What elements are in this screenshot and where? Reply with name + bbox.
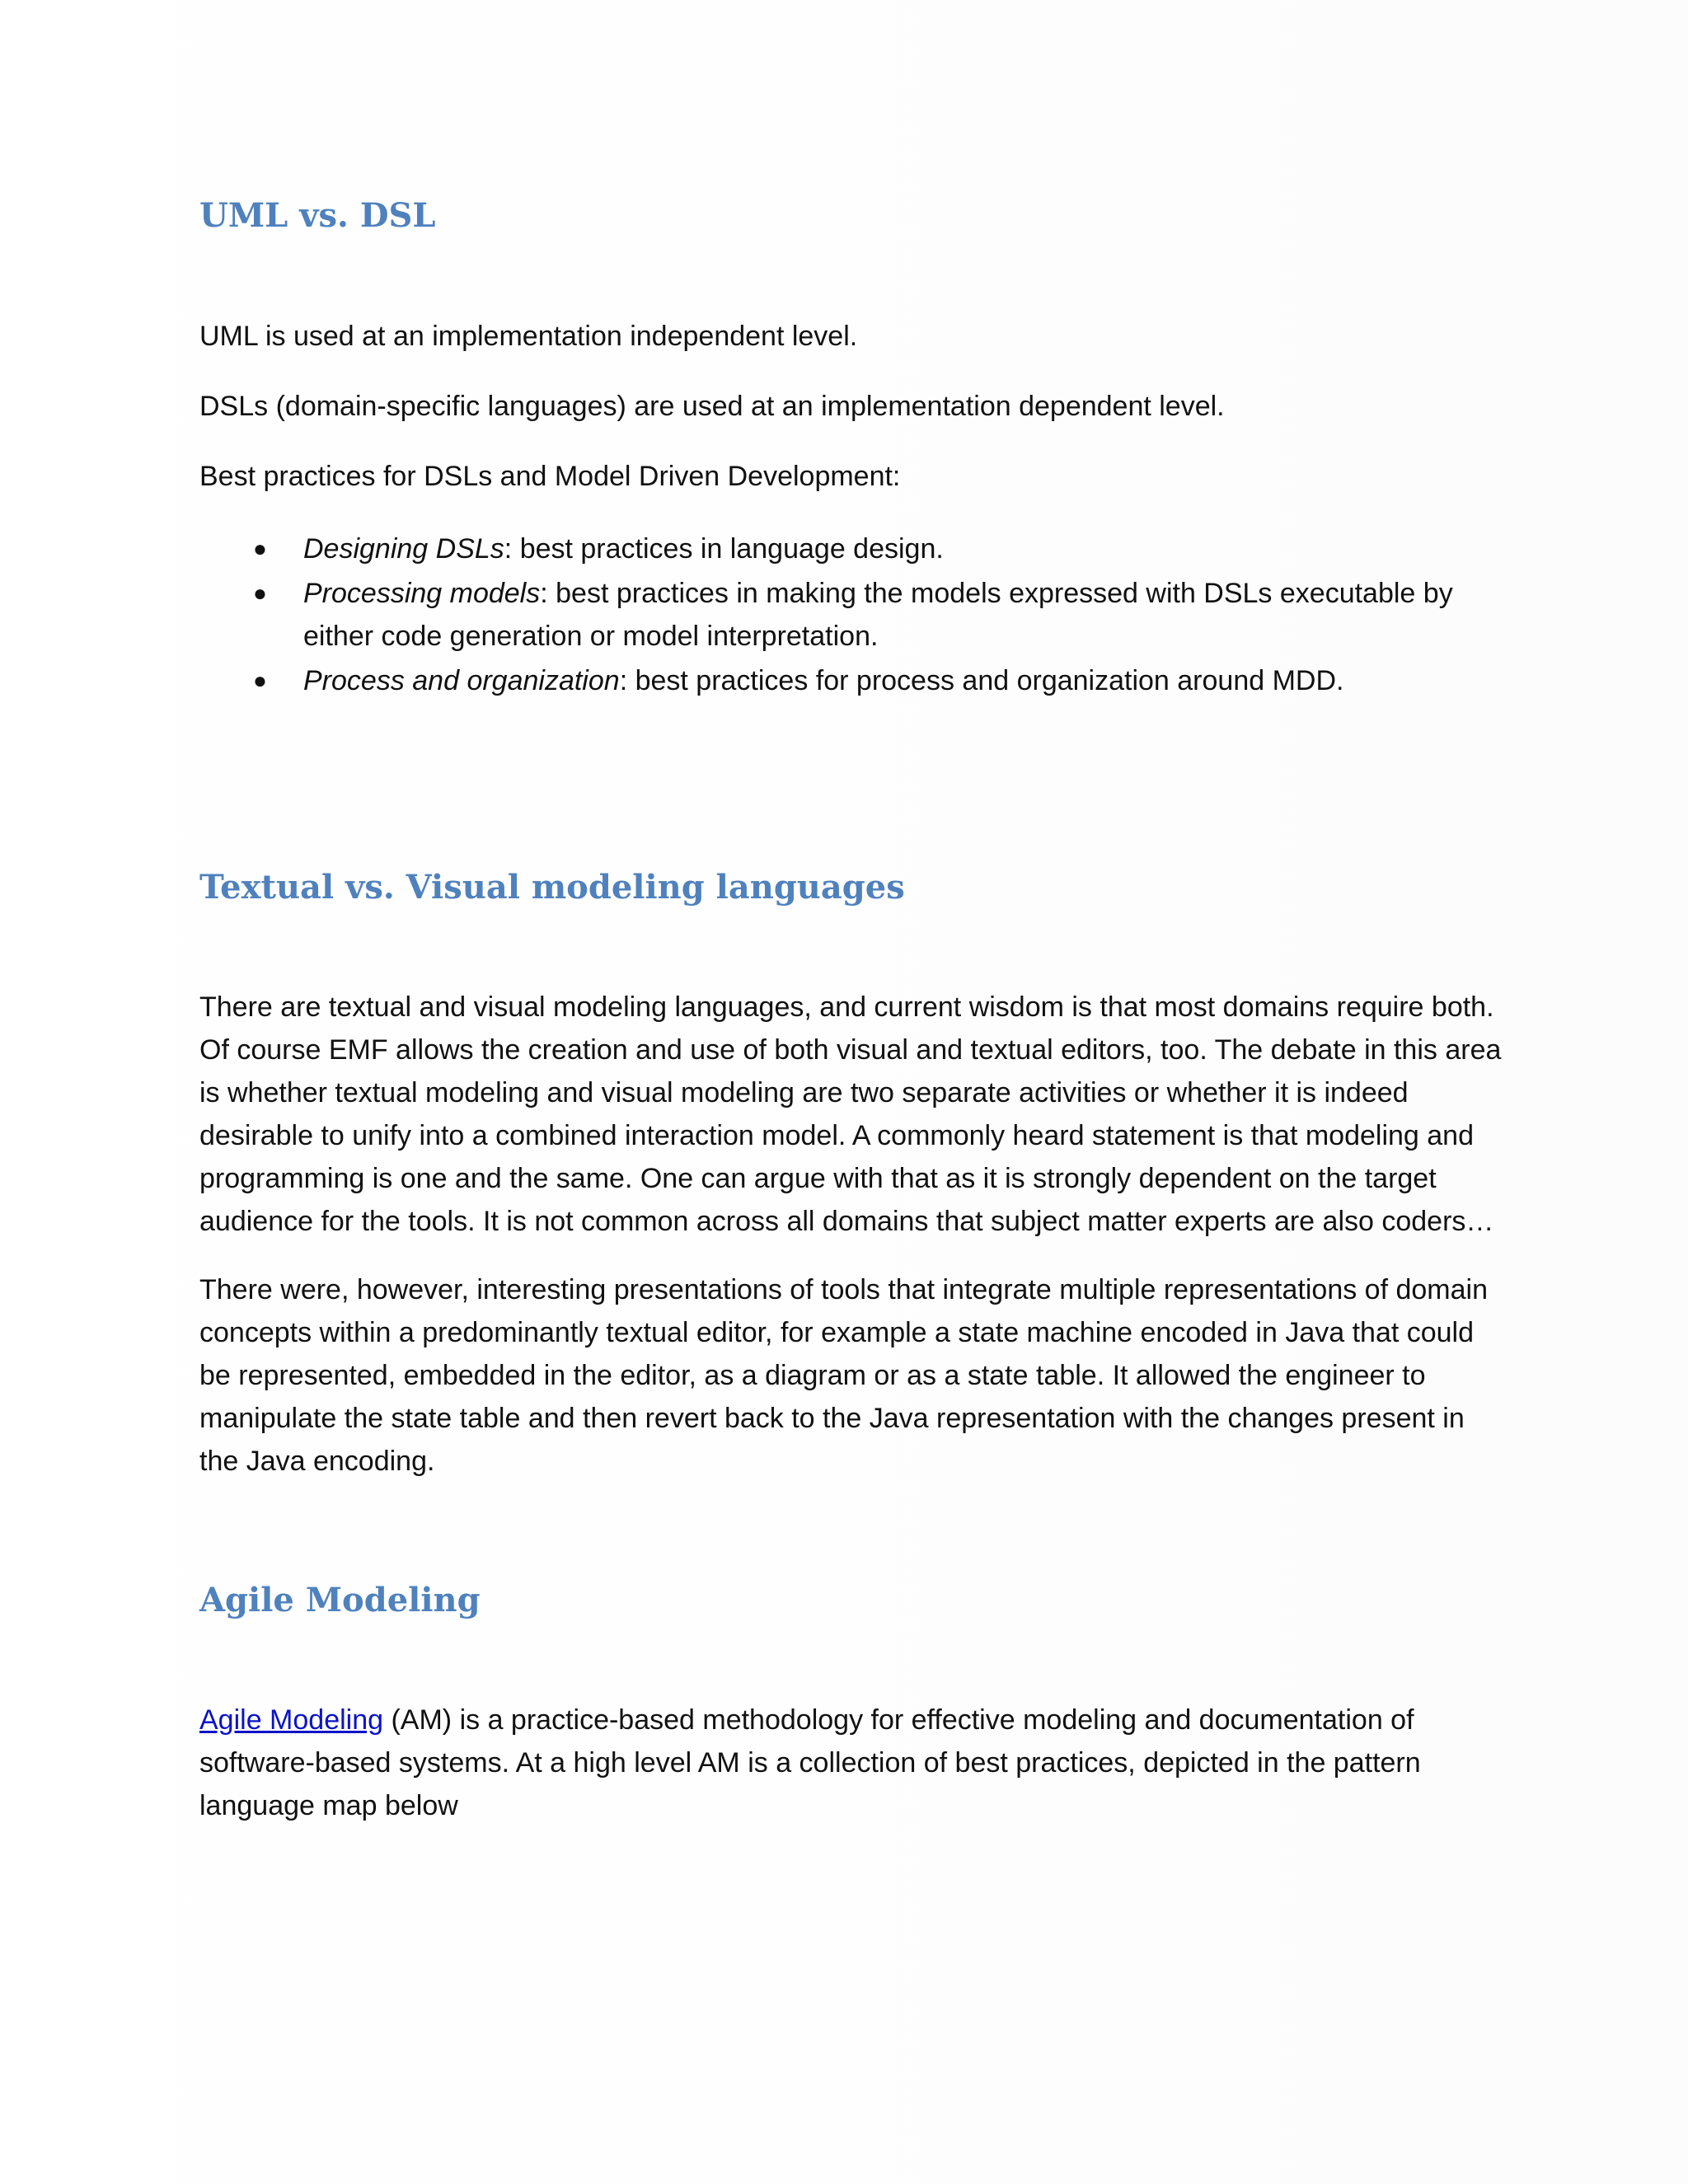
list-item-text: : best practices for process and organization around MDD. [619, 665, 1344, 696]
paragraph-uml-level: UML is used at an implementation independent level. [199, 321, 858, 352]
paragraph-agile-modeling [199, 1699, 1502, 1827]
list-item [199, 659, 1502, 702]
paragraph-textual-visual-1: There are textual and visual modeling languages, and current wisdom is that most domains require both. Of course EMF allows the creation and use of both visual and textual editors, too. The debate in this area is whether textual modeling and visual modeling are two separate activities or whether it is indeed desirable to unify into a combined interaction model. A commonly heard statement is that modeling and programming is one and the same. One can argue with that as it is strongly dependent on the target audience for the tools. It is not common across all domains that subject matter experts are also coders… [199, 991, 1502, 1237]
heading-agile-modeling: Agile Modeling [199, 1581, 481, 1619]
list-item-title: Processing models [303, 578, 541, 609]
heading-uml-vs-dsl: UML vs. DSL [199, 196, 436, 235]
list-item-text: : best practices in language design. [504, 533, 944, 565]
list-item-title: Process and organization [303, 665, 620, 696]
list-item-text: : best practices in making the models expressed with DSLs executable by either code generation or model interpretation. [303, 578, 1453, 652]
heading-textual-vs-visual: Textual vs. Visual modeling languages [199, 868, 905, 907]
list-item [199, 572, 1502, 658]
bullet-icon: ● [253, 580, 267, 606]
list-item [199, 527, 1502, 570]
agile-modeling-link[interactable]: Agile Modeling [199, 1704, 384, 1736]
paragraph-textual-visual-2: There were, however, interesting presentations of tools that integrate multiple representations of domain concepts within a predominantly textual editor, for example a state machine encoded in Java that could be represented, embedded in the editor, as a diagram or as a state table. It allowed the engineer to manipulate the state table and then revert back to the Java representation with the changes present in the Java encoding. [199, 1274, 1488, 1477]
paragraph-best-practices-intro: Best practices for DSLs and Model Driven Development: [199, 461, 901, 492]
list-item-title: Designing DSLs [303, 533, 504, 565]
agile-modeling-text: (AM) is a practice-based methodology for effective modeling and documentation of software-based systems. At a high level AM is a collection of best practices, depicted in the pattern language map below [199, 1704, 1421, 1821]
paragraph-dsl-level: DSLs (domain-specific languages) are used at an implementation dependent level. [199, 391, 1225, 422]
bullet-icon: ● [253, 536, 267, 561]
best-practices-list [199, 527, 1502, 704]
bullet-icon: ● [253, 668, 267, 693]
